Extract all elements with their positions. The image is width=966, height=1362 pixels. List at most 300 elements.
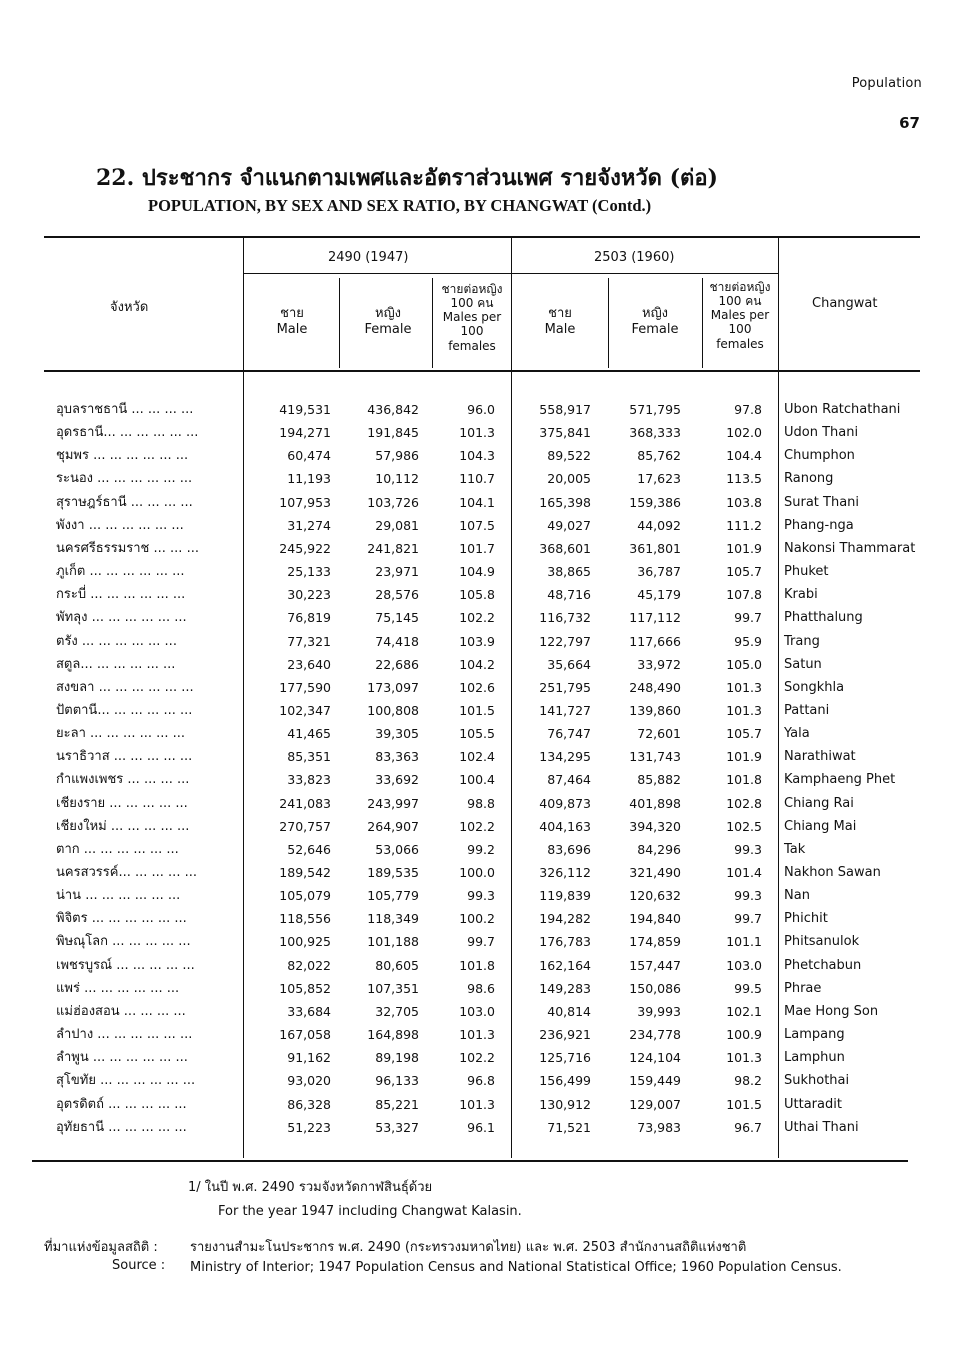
cell-male-1947: 82,022 <box>287 957 331 973</box>
header-province-thai: จังหวัด <box>110 300 149 315</box>
table-row <box>0 768 966 791</box>
table-row <box>0 838 966 861</box>
cell-male-1947: 107,953 <box>279 494 331 510</box>
table-row <box>0 630 966 653</box>
cell-ratio-1947: 101.8 <box>459 957 495 973</box>
header-changwat: Changwat <box>812 296 878 311</box>
cell-ratio-1947: 100.4 <box>459 772 495 788</box>
table-row <box>0 792 966 815</box>
cell-ratio-1947: 96.8 <box>467 1073 495 1089</box>
table-row <box>0 467 966 490</box>
cell-changwat-name: Phichit <box>784 911 828 927</box>
header-male-english: Male <box>276 321 308 337</box>
cell-province-thai: ตาก ... ... ... ... ... ... <box>56 841 179 857</box>
header-ratio-line: 100 <box>460 324 484 339</box>
cell-male-1960: 35,664 <box>547 656 591 672</box>
cell-female-1960: 72,601 <box>637 726 681 742</box>
cell-ratio-1960: 101.9 <box>726 749 762 765</box>
cell-ratio-1947: 105.5 <box>459 726 495 742</box>
cell-female-1960: 73,983 <box>637 1119 681 1135</box>
header-ratio-line: Males per <box>442 310 502 325</box>
cell-male-1960: 38,865 <box>547 564 591 580</box>
cell-female-1960: 131,743 <box>629 749 681 765</box>
cell-ratio-1947: 102.6 <box>459 679 495 695</box>
cell-province-thai: ระนอง ... ... ... ... ... ... <box>56 471 193 487</box>
cell-ratio-1960: 101.3 <box>726 679 762 695</box>
cell-female-1947: 29,081 <box>375 517 419 533</box>
cell-ratio-1947: 104.9 <box>459 564 495 580</box>
cell-female-1947: 173,097 <box>367 679 419 695</box>
cell-male-1947: 102,347 <box>279 702 331 718</box>
header-ratio-line: females <box>716 336 764 351</box>
cell-female-1947: 107,351 <box>367 980 419 996</box>
cell-male-1947: 419,531 <box>279 402 331 417</box>
cell-ratio-1947: 102.2 <box>459 818 495 834</box>
cell-female-1947: 32,705 <box>375 1003 419 1019</box>
cell-ratio-1960: 103.0 <box>726 957 762 973</box>
table-row <box>0 653 966 676</box>
table-row <box>0 1046 966 1069</box>
source-text-thai: รายงานสำมะโนประชากร พ.ศ. 2490 (กระทรวงมหาดไทย) และ พ.ศ. 2503 สำนักงานสถิติแห่งชาติ <box>190 1240 747 1255</box>
cell-changwat-name: Ubon Ratchathani <box>784 402 901 417</box>
cell-changwat-name: Lamphun <box>784 1050 845 1066</box>
cell-male-1960: 368,601 <box>539 540 591 556</box>
cell-province-thai: พัทลุง ... ... ... ... ... ... <box>56 610 187 626</box>
cell-province-thai: สตูล... ... ... ... ... ... <box>56 656 176 672</box>
cell-male-1960: 176,783 <box>539 934 591 950</box>
cell-male-1960: 116,732 <box>539 610 591 626</box>
header-ratio-line: ชายต่อหญิง <box>441 282 503 296</box>
table-row <box>0 444 966 467</box>
cell-ratio-1947: 99.7 <box>467 934 495 950</box>
cell-male-1947: 25,133 <box>287 564 331 580</box>
cell-ratio-1960: 107.8 <box>726 587 762 603</box>
cell-province-thai: สงขลา ... ... ... ... ... ... <box>56 679 194 695</box>
cell-male-1947: 33,823 <box>287 772 331 788</box>
cell-changwat-name: Uthai Thani <box>784 1119 859 1135</box>
cell-changwat-name: Tak <box>784 841 806 857</box>
source-label-thai: ที่มาแห่งข้อมูลสถิติ : <box>44 1240 158 1255</box>
cell-male-1947: 86,328 <box>287 1096 331 1112</box>
cell-male-1947: 177,590 <box>279 679 331 695</box>
cell-province-thai: กระบี่ ... ... ... ... ... ... <box>56 587 186 603</box>
table-row <box>0 699 966 722</box>
cell-province-thai: พังงา ... ... ... ... ... ... <box>56 517 184 533</box>
cell-male-1960: 375,841 <box>539 425 591 441</box>
cell-ratio-1960: 103.8 <box>726 494 762 510</box>
cell-male-1947: 270,757 <box>279 818 331 834</box>
cell-ratio-1947: 102.2 <box>459 610 495 626</box>
table-row <box>0 514 966 537</box>
cell-female-1960: 84,296 <box>637 841 681 857</box>
cell-male-1947: 245,922 <box>279 540 331 556</box>
cell-male-1947: 30,223 <box>287 587 331 603</box>
cell-male-1947: 51,223 <box>287 1119 331 1135</box>
cell-province-thai: อุบลราชธานี ... ... ... ... <box>56 402 194 417</box>
cell-changwat-name: Surat Thani <box>784 494 860 510</box>
cell-changwat-name: Krabi <box>784 587 818 603</box>
cell-female-1947: 75,145 <box>375 610 419 626</box>
table-row <box>0 861 966 884</box>
cell-changwat-name: Kamphaeng Phet <box>784 772 896 788</box>
cell-male-1947: 52,646 <box>287 841 331 857</box>
cell-province-thai: เชียงใหม่ ... ... ... ... ... <box>56 818 190 834</box>
cell-changwat-name: Narathiwat <box>784 749 856 765</box>
cell-changwat-name: Nakonsi Thammarat <box>784 540 916 556</box>
cell-male-1960: 149,283 <box>539 980 591 996</box>
header-year-1947: 2490 (1947) <box>328 250 409 265</box>
cell-female-1960: 194,840 <box>629 911 681 927</box>
cell-female-1960: 394,320 <box>629 818 681 834</box>
cell-female-1947: 101,188 <box>367 934 419 950</box>
cell-male-1960: 119,839 <box>539 888 591 904</box>
cell-male-1947: 105,079 <box>279 888 331 904</box>
cell-male-1947: 11,193 <box>287 471 331 487</box>
cell-female-1947: 118,349 <box>367 911 419 927</box>
cell-ratio-1960: 99.5 <box>734 980 762 996</box>
cell-ratio-1960: 104.4 <box>726 448 762 464</box>
cell-male-1947: 241,083 <box>279 795 331 811</box>
cell-male-1960: 409,873 <box>539 795 591 811</box>
cell-male-1960: 141,727 <box>539 702 591 718</box>
cell-ratio-1960: 105.0 <box>726 656 762 672</box>
cell-female-1960: 117,112 <box>629 610 681 626</box>
cell-changwat-name: Yala <box>784 726 810 742</box>
cell-changwat-name: Uttaradit <box>784 1096 842 1112</box>
cell-ratio-1947: 96.1 <box>467 1119 495 1135</box>
header-ratio-line: Males per <box>710 308 770 323</box>
cell-female-1960: 120,632 <box>629 888 681 904</box>
cell-changwat-name: Nakhon Sawan <box>784 865 881 880</box>
cell-male-1947: 118,556 <box>279 911 331 927</box>
cell-ratio-1947: 101.3 <box>459 1027 495 1043</box>
cell-male-1960: 71,521 <box>547 1119 591 1135</box>
cell-female-1960: 401,898 <box>629 795 681 811</box>
cell-female-1947: 85,221 <box>375 1096 419 1112</box>
header-female-thai: หญิง <box>375 306 401 321</box>
cell-female-1947: 436,842 <box>367 402 419 417</box>
cell-female-1947: 100,808 <box>367 702 419 718</box>
cell-ratio-1960: 102.0 <box>726 425 762 441</box>
cell-female-1960: 45,179 <box>637 587 681 603</box>
table-row <box>0 1093 966 1116</box>
cell-male-1947: 91,162 <box>287 1050 331 1066</box>
table-row <box>0 954 966 977</box>
cell-female-1947: 189,535 <box>367 865 419 880</box>
cell-male-1960: 404,163 <box>539 818 591 834</box>
cell-province-thai: พิษณุโลก ... ... ... ... ... <box>56 934 191 950</box>
cell-female-1960: 117,666 <box>629 633 681 649</box>
cell-ratio-1947: 103.9 <box>459 633 495 649</box>
cell-female-1947: 264,907 <box>367 818 419 834</box>
cell-male-1960: 89,522 <box>547 448 591 464</box>
cell-male-1947: 100,925 <box>279 934 331 950</box>
cell-changwat-name: Phang-nga <box>784 517 854 533</box>
header-male-1947 <box>270 306 314 337</box>
table-title-english: POPULATION, BY SEX AND SEX RATIO, BY CHANGWAT (Contd.) <box>148 196 652 215</box>
cell-changwat-name: Songkhla <box>784 679 845 695</box>
table-row <box>0 398 966 421</box>
cell-ratio-1947: 98.6 <box>467 980 495 996</box>
table-row <box>0 815 966 838</box>
cell-province-thai: ลำพูน ... ... ... ... ... ... <box>56 1050 188 1066</box>
cell-male-1960: 326,112 <box>539 865 591 880</box>
cell-changwat-name: Pattani <box>784 702 830 718</box>
table-row <box>0 676 966 699</box>
cell-ratio-1960: 95.9 <box>734 633 762 649</box>
cell-male-1947: 85,351 <box>287 749 331 765</box>
cell-ratio-1947: 99.2 <box>467 841 495 857</box>
cell-province-thai: สุโขทัย ... ... ... ... ... ... <box>56 1073 196 1089</box>
cell-male-1947: 23,640 <box>287 656 331 672</box>
cell-female-1947: 22,686 <box>375 656 419 672</box>
cell-female-1947: 83,363 <box>375 749 419 765</box>
cell-male-1960: 87,464 <box>547 772 591 788</box>
cell-province-thai: แพร่ ... ... ... ... ... ... <box>56 980 180 996</box>
cell-male-1960: 130,912 <box>539 1096 591 1112</box>
cell-female-1947: 10,112 <box>375 471 419 487</box>
cell-ratio-1947: 104.2 <box>459 656 495 672</box>
table-bottom-rule <box>32 1160 908 1162</box>
cell-changwat-name: Phitsanulok <box>784 934 860 950</box>
cell-female-1947: 96,133 <box>375 1073 419 1089</box>
header-male-english: Male <box>544 321 576 337</box>
cell-female-1960: 571,795 <box>629 402 681 417</box>
cell-ratio-1960: 97.8 <box>734 402 762 417</box>
cell-ratio-1960: 105.7 <box>726 564 762 580</box>
cell-female-1947: 74,418 <box>375 633 419 649</box>
cell-province-thai: สุราษฎร์ธานี ... ... ... ... <box>56 494 193 510</box>
table-row <box>0 884 966 907</box>
cell-changwat-name: Sukhothai <box>784 1073 850 1089</box>
header-male-thai: ชาย <box>548 306 572 321</box>
source-label-english: Source : <box>112 1258 166 1273</box>
cell-province-thai: ตรัง ... ... ... ... ... ... <box>56 633 177 649</box>
cell-male-1947: 194,271 <box>279 425 331 441</box>
footnote-english: For the year 1947 including Changwat Kalasin. <box>218 1204 522 1219</box>
column-divider <box>339 278 340 368</box>
cell-ratio-1947: 96.0 <box>467 402 495 417</box>
cell-male-1947: 33,684 <box>287 1003 331 1019</box>
cell-province-thai: ยะลา ... ... ... ... ... ... <box>56 726 186 742</box>
cell-province-thai: นครสวรรค์... ... ... ... ... <box>56 865 197 880</box>
cell-changwat-name: Ranong <box>784 471 834 487</box>
cell-female-1947: 89,198 <box>375 1050 419 1066</box>
header-female-thai: หญิง <box>642 306 668 321</box>
column-divider <box>432 278 433 368</box>
cell-province-thai: แม่ฮ่องสอน ... ... ... ... <box>56 1003 186 1019</box>
cell-male-1960: 40,814 <box>547 1003 591 1019</box>
table-row <box>0 537 966 560</box>
footnote-thai: 1/ ในปี พ.ศ. 2490 รวมจังหวัดกาฬสินธุ์ด้วย <box>188 1180 433 1195</box>
cell-male-1960: 76,747 <box>547 726 591 742</box>
cell-ratio-1960: 99.3 <box>734 841 762 857</box>
cell-male-1947: 77,321 <box>287 633 331 649</box>
cell-ratio-1947: 104.1 <box>459 494 495 510</box>
cell-female-1947: 103,726 <box>367 494 419 510</box>
table-top-rule <box>44 236 920 238</box>
cell-ratio-1947: 107.5 <box>459 517 495 533</box>
cell-province-thai: นราธิวาส ... ... ... ... ... <box>56 749 193 765</box>
cell-female-1947: 243,997 <box>367 795 419 811</box>
table-row <box>0 560 966 583</box>
cell-province-thai: น่าน ... ... ... ... ... ... <box>56 888 181 904</box>
cell-male-1947: 167,058 <box>279 1027 331 1043</box>
cell-province-thai: อุดรธานี... ... ... ... ... ... <box>56 425 199 441</box>
cell-changwat-name: Phatthalung <box>784 610 863 626</box>
cell-ratio-1960: 101.5 <box>726 1096 762 1112</box>
cell-ratio-1960: 102.1 <box>726 1003 762 1019</box>
cell-male-1947: 189,542 <box>279 865 331 880</box>
cell-female-1947: 53,327 <box>375 1119 419 1135</box>
cell-female-1947: 23,971 <box>375 564 419 580</box>
table-row <box>0 930 966 953</box>
cell-ratio-1947: 102.4 <box>459 749 495 765</box>
cell-ratio-1947: 100.0 <box>459 865 495 880</box>
cell-province-thai: อุตรดิตถ์ ... ... ... ... ... <box>56 1096 187 1112</box>
header-ratio-line: 100 คน <box>450 296 494 311</box>
cell-male-1960: 165,398 <box>539 494 591 510</box>
column-divider <box>608 278 609 368</box>
cell-ratio-1947: 102.2 <box>459 1050 495 1066</box>
cell-female-1960: 248,490 <box>629 679 681 695</box>
cell-ratio-1960: 96.7 <box>734 1119 762 1135</box>
table-row <box>0 606 966 629</box>
cell-male-1947: 41,465 <box>287 726 331 742</box>
table-row <box>0 1069 966 1092</box>
cell-male-1960: 156,499 <box>539 1073 591 1089</box>
cell-female-1960: 159,386 <box>629 494 681 510</box>
cell-changwat-name: Satun <box>784 656 822 672</box>
cell-female-1960: 85,762 <box>637 448 681 464</box>
cell-province-thai: เชียงราย ... ... ... ... ... <box>56 795 188 811</box>
cell-changwat-name: Chumphon <box>784 448 855 464</box>
cell-male-1947: 60,474 <box>287 448 331 464</box>
cell-male-1960: 251,795 <box>539 679 591 695</box>
cell-female-1960: 39,993 <box>637 1003 681 1019</box>
cell-female-1947: 53,066 <box>375 841 419 857</box>
cell-female-1947: 33,692 <box>375 772 419 788</box>
cell-ratio-1947: 101.5 <box>459 702 495 718</box>
header-ratio-line: females <box>448 338 496 353</box>
cell-female-1960: 33,972 <box>637 656 681 672</box>
cell-changwat-name: Chiang Rai <box>784 795 854 811</box>
cell-ratio-1960: 101.1 <box>726 934 762 950</box>
cell-ratio-1947: 99.3 <box>467 888 495 904</box>
header-female-1960 <box>627 306 683 337</box>
table-row <box>0 421 966 444</box>
cell-changwat-name: Phetchabun <box>784 957 862 973</box>
cell-female-1947: 80,605 <box>375 957 419 973</box>
cell-province-thai: นครศรีธรรมราช ... ... ... <box>56 540 199 556</box>
cell-female-1960: 157,447 <box>629 957 681 973</box>
cell-female-1960: 139,860 <box>629 702 681 718</box>
cell-female-1947: 191,845 <box>367 425 419 441</box>
cell-female-1960: 159,449 <box>629 1073 681 1089</box>
cell-male-1960: 125,716 <box>539 1050 591 1066</box>
cell-changwat-name: Phrae <box>784 980 822 996</box>
cell-female-1960: 368,333 <box>629 425 681 441</box>
cell-ratio-1947: 101.7 <box>459 540 495 556</box>
cell-ratio-1947: 98.8 <box>467 795 495 811</box>
page-number: 67 <box>899 114 920 132</box>
cell-ratio-1947: 110.7 <box>459 471 495 487</box>
cell-province-thai: ชุมพร ... ... ... ... ... ... <box>56 448 189 464</box>
header-ratio-line: 100 <box>728 322 752 337</box>
cell-female-1947: 164,898 <box>367 1027 419 1043</box>
header-female-english: Female <box>364 321 412 337</box>
table-row <box>0 977 966 1000</box>
cell-province-thai: พิจิตร ... ... ... ... ... ... <box>56 911 187 927</box>
table-row <box>0 1023 966 1046</box>
cell-male-1960: 49,027 <box>547 517 591 533</box>
cell-changwat-name: Mae Hong Son <box>784 1003 879 1019</box>
cell-ratio-1960: 102.5 <box>726 818 762 834</box>
cell-ratio-1960: 99.7 <box>734 610 762 626</box>
cell-ratio-1960: 101.3 <box>726 1050 762 1066</box>
header-ratio-line: 100 คน <box>718 294 762 309</box>
cell-female-1947: 28,576 <box>375 587 419 603</box>
cell-female-1960: 234,778 <box>629 1027 681 1043</box>
header-male-1960 <box>538 306 582 337</box>
cell-province-thai: อุทัยธานี ... ... ... ... ... <box>56 1119 187 1135</box>
cell-ratio-1960: 105.7 <box>726 726 762 742</box>
cell-female-1960: 174,859 <box>629 934 681 950</box>
cell-changwat-name: Lampang <box>784 1027 845 1043</box>
cell-ratio-1960: 113.5 <box>726 471 762 487</box>
cell-ratio-1960: 98.2 <box>734 1073 762 1089</box>
cell-female-1960: 36,787 <box>637 564 681 580</box>
header-ratio-1960 <box>703 280 777 351</box>
cell-province-thai: เพชรบูรณ์ ... ... ... ... ... <box>56 957 195 973</box>
cell-ratio-1960: 101.8 <box>726 772 762 788</box>
cell-changwat-name: Chiang Mai <box>784 818 857 834</box>
cell-male-1947: 93,020 <box>287 1073 331 1089</box>
cell-ratio-1960: 101.4 <box>726 865 762 880</box>
cell-female-1947: 57,986 <box>375 448 419 464</box>
cell-ratio-1960: 99.3 <box>734 888 762 904</box>
cell-province-thai: ลำปาง ... ... ... ... ... ... <box>56 1027 193 1043</box>
table-row <box>0 722 966 745</box>
cell-changwat-name: Udon Thani <box>784 425 859 441</box>
cell-province-thai: ปัตตานี... ... ... ... ... ... <box>56 702 193 718</box>
cell-male-1960: 194,282 <box>539 911 591 927</box>
table-row <box>0 907 966 930</box>
cell-ratio-1960: 101.3 <box>726 702 762 718</box>
cell-female-1960: 321,490 <box>629 865 681 880</box>
header-female-english: Female <box>631 321 679 337</box>
cell-male-1960: 122,797 <box>539 633 591 649</box>
cell-ratio-1960: 111.2 <box>726 517 762 533</box>
running-head: Population <box>851 76 922 91</box>
cell-changwat-name: Trang <box>784 633 820 649</box>
cell-ratio-1947: 100.2 <box>459 911 495 927</box>
cell-male-1960: 20,005 <box>547 471 591 487</box>
table-title-thai: 22. ประชากร จำแนกตามเพศและอัตราส่วนเพศ รายจังหวัด (ต่อ) <box>96 165 718 191</box>
table-row <box>0 1000 966 1023</box>
cell-ratio-1947: 101.3 <box>459 1096 495 1112</box>
cell-female-1960: 150,086 <box>629 980 681 996</box>
table-row <box>0 491 966 514</box>
cell-male-1947: 105,852 <box>279 980 331 996</box>
cell-ratio-1947: 103.0 <box>459 1003 495 1019</box>
cell-male-1960: 162,164 <box>539 957 591 973</box>
header-year-1960: 2503 (1960) <box>594 250 675 265</box>
cell-female-1947: 39,305 <box>375 726 419 742</box>
header-bottom-rule <box>44 370 920 372</box>
header-male-thai: ชาย <box>280 306 304 321</box>
cell-male-1960: 83,696 <box>547 841 591 857</box>
